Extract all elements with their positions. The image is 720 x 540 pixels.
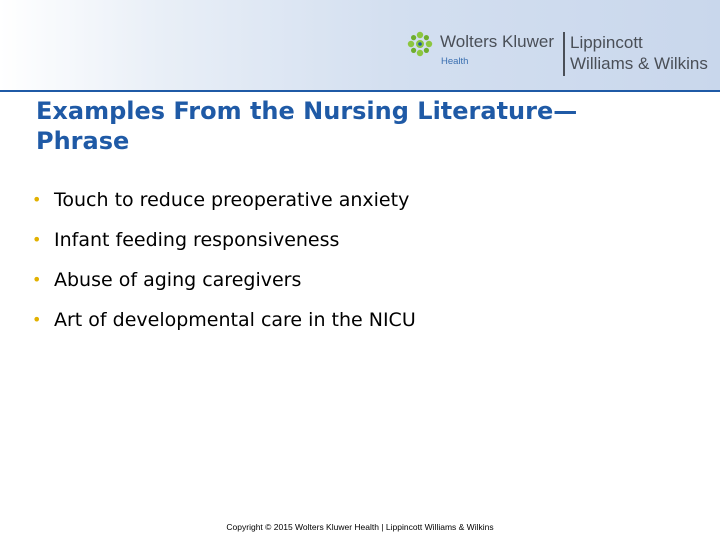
logo-divider xyxy=(563,32,565,76)
wolters-kluwer-globe-icon xyxy=(406,30,434,58)
bullet-text: Touch to reduce preoperative anxiety xyxy=(54,189,410,211)
copyright-footer: Copyright © 2015 Wolters Kluwer Health | Lippincott Williams & Wilkins xyxy=(226,522,494,532)
bullet-list xyxy=(32,186,416,346)
bullet-item xyxy=(32,186,416,226)
bullet-icon: • xyxy=(32,270,42,289)
bullet-text: Art of developmental care in the NICU xyxy=(54,309,416,331)
publisher-logo xyxy=(406,28,718,80)
logo-division-name: Health xyxy=(441,56,469,67)
bullet-text: Infant feeding responsiveness xyxy=(54,229,340,251)
logo-company-name: Wolters Kluwer xyxy=(440,32,554,51)
slide-title xyxy=(36,96,686,156)
bullet-item xyxy=(32,226,416,266)
bullet-item xyxy=(32,266,416,306)
slide-title-line2: Phrase xyxy=(36,127,130,155)
bullet-item xyxy=(32,306,416,346)
logo-imprint-line2: Williams & Wilkins xyxy=(570,54,708,73)
header-divider xyxy=(0,90,720,92)
bullet-icon: • xyxy=(32,190,42,209)
slide-title-line1: Examples From the Nursing Literature— xyxy=(36,97,578,125)
logo-imprint-line1: Lippincott xyxy=(570,33,643,52)
bullet-icon: • xyxy=(32,310,42,329)
bullet-icon: • xyxy=(32,230,42,249)
bullet-text: Abuse of aging caregivers xyxy=(54,269,302,291)
